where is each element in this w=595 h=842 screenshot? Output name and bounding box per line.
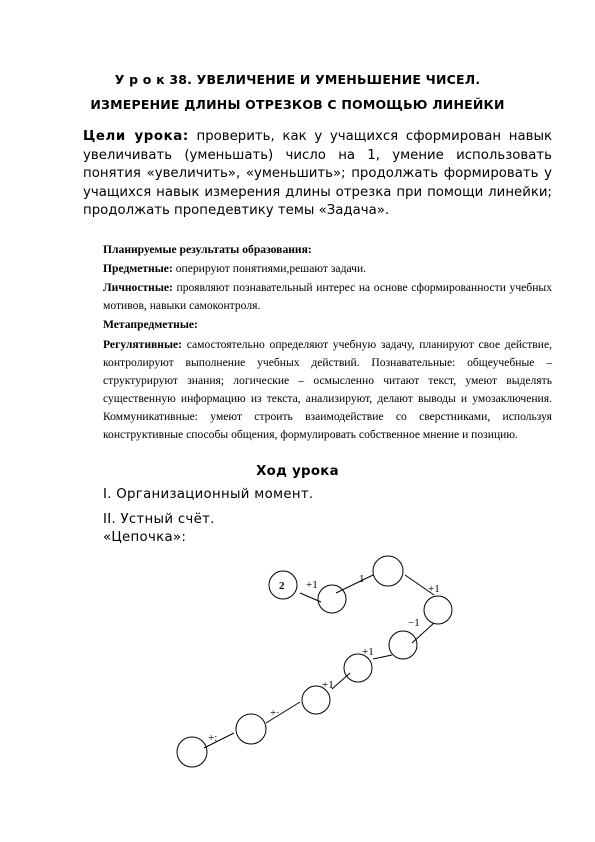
regulatory-label: Регулятивные: bbox=[103, 338, 182, 351]
chain-start-value: 2 bbox=[279, 580, 285, 592]
section-mental-math: II. Устный счёт. bbox=[103, 512, 215, 527]
chain-circle bbox=[344, 654, 372, 682]
lesson-heading: Ход урока bbox=[256, 464, 339, 479]
chain-diagram bbox=[170, 545, 460, 780]
personal-text: проявляют познавательный интерес на основе сформированности учебных мотивов, навыки самоконтроля. bbox=[103, 281, 552, 312]
chain-op-label: +1 bbox=[306, 579, 318, 591]
chain-circle bbox=[424, 596, 452, 624]
chain-op-label: +1 bbox=[428, 583, 440, 595]
chain-op-label: +· bbox=[270, 707, 280, 719]
chain-op-label: +1 bbox=[322, 679, 334, 691]
chain-circle bbox=[236, 714, 266, 744]
personal-results bbox=[103, 279, 552, 314]
chain-op-label: 1 bbox=[359, 573, 365, 585]
subject-text: оперируют понятиями,решают задачи. bbox=[172, 262, 367, 275]
chain-op-label: +: bbox=[208, 732, 218, 744]
chain-link bbox=[332, 673, 350, 689]
chain-label: «Цепочка»: bbox=[103, 530, 187, 545]
personal-label: Личностные: bbox=[103, 281, 173, 294]
lesson-goals bbox=[83, 128, 552, 221]
results-heading: Планируемые результаты образования: bbox=[103, 243, 312, 256]
lesson-title-line-2: ИЗМЕРЕНИЕ ДЛИНЫ ОТРЕЗКОВ С ПОМОЩЬЮ ЛИНЕЙКИ bbox=[90, 97, 505, 112]
subject-results bbox=[103, 260, 552, 278]
regulatory-text: самостоятельно определяют учебную задачу, планируют свое действие, контролируют выполнение учебных действий. Познавательные: общеучебные – структурируют знания; логические – осмысленно читают текст, умеют выделять существенную информацию из текста, анализируют, делают выводы и умозаключения. Коммуникативные: умеют строить взаимодействие со сверстниками, используя конструктивные способы общения, формулировать собственное мнение и позицию. bbox=[103, 338, 552, 442]
goals-text: проверить, как у учащихся сформирован навык увеличивать (уменьшать) число на 1, умение использовать понятия «увеличить», «уменьшить»; продолжать формировать у учащихся навык измерения длины отрезка при помощи линейки; продолжать пропедевтику темы «Задача». bbox=[83, 129, 552, 219]
meta-heading: Метапредметные: bbox=[103, 318, 198, 331]
chain-circle bbox=[389, 631, 417, 659]
chain-link bbox=[336, 575, 373, 593]
section-organizational: I. Организационный момент. bbox=[103, 487, 314, 502]
chain-circle bbox=[318, 585, 346, 613]
chain-link bbox=[373, 655, 392, 659]
subject-label: Предметные: bbox=[103, 262, 173, 275]
regulatory-results bbox=[103, 336, 552, 445]
lesson-title-line-1: У р о к 38. УВЕЛИЧЕНИЕ И УМЕНЬШЕНИЕ ЧИСЕЛ. bbox=[114, 72, 481, 87]
goals-label: Цели урока: bbox=[83, 129, 189, 144]
chain-circle bbox=[373, 556, 403, 586]
chain-circle bbox=[177, 737, 207, 767]
chain-op-label: +1 bbox=[362, 646, 374, 658]
chain-op-label: −1 bbox=[408, 617, 420, 629]
